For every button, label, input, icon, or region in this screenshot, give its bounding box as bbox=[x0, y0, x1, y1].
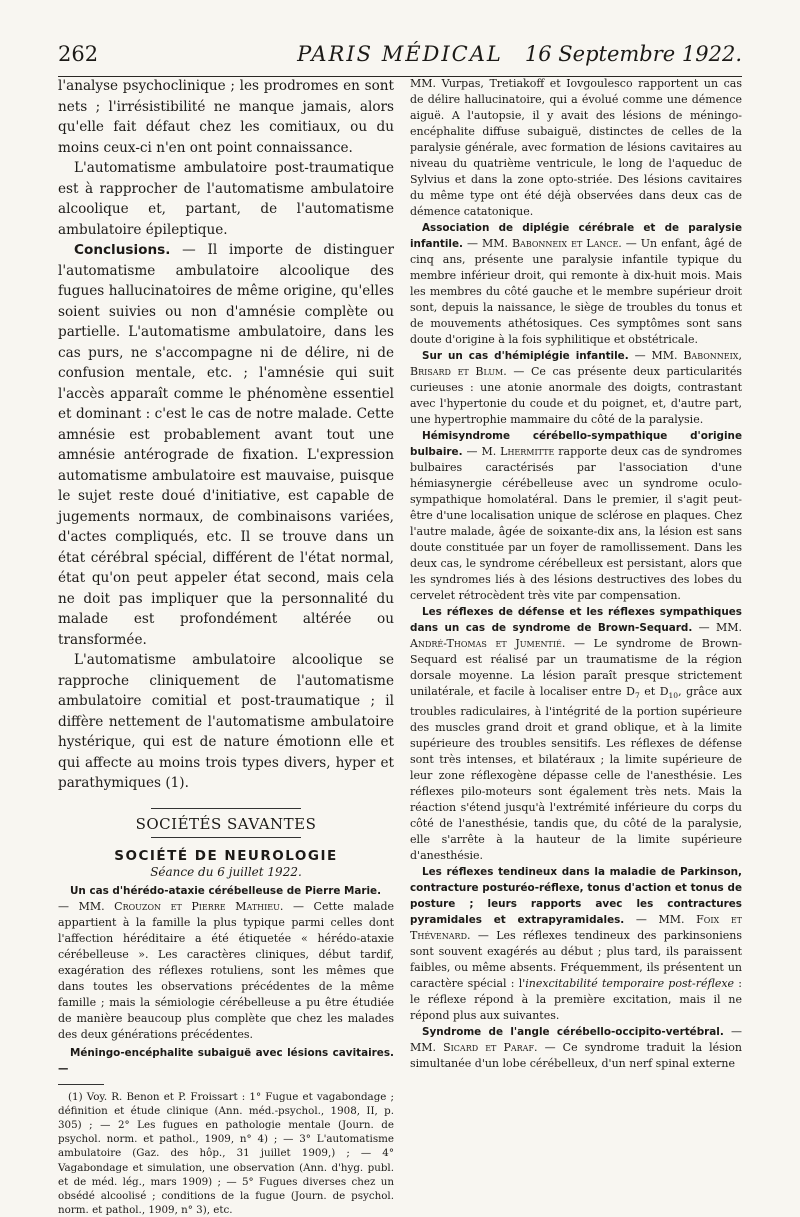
article-entry: Sur un cas d'hémiplégie infantile. — MM. Babonneix, Brisard et Blum. — Ce cas présente deux particularités curieuses : une atonie anormale des doigts, contrastant avec l'hypertonie du coude et du poignet, et, d'autre part, une hypertrophie mammaire du côté de la paralysie. bbox=[410, 348, 742, 428]
article-title: Hémisyndrome cérébello-sympathique d'origine bulbaire. bbox=[410, 430, 742, 458]
article-title: Sur un cas d'hémiplégie infantile. bbox=[422, 350, 629, 362]
conclusions-text: — Il importe de distinguer l'automatisme ambulatoire alcoolique des fugues hallucinatoires de même origine, qu'elles soient suivies ou non d'amnésie complète ou partielle. L'automatisme ambulatoire, dans les cas purs, ne s'accompagne ni de délire, ni de confusion mentale, etc. ; l'amnésie qui suit l'accès apparaît comme le phénomène essentiel et dominant : c'est le cas de notre malade. Cette amnésie est probablement avant tout une amnésie antérograde de fixation. L'expression automatisme ambulatoire est mauvaise, puisque le sujet reste doué d'initiative, est capable de jugements normaux, de combinaisons variées, d'actes compliqués, etc. Il se trouve dans un état cérébral spécial, différent de l'état normal, état qu'on peut appeler état second, mais cela ne doit pas impliquer que la personnalité du malade est profondément altérée ou transformée. bbox=[58, 242, 394, 648]
article-authors: — MM. Babonneix, Brisard et Blum. bbox=[410, 349, 742, 378]
section-divider-bottom bbox=[151, 837, 301, 838]
article-authors: — MM. Foix et Thévenard. bbox=[410, 913, 742, 942]
conclusions-paragraph bbox=[58, 240, 394, 650]
article-body: — MM. Crouzon et Pierre Mathieu. — Cette malade appartient à la famille la plus typique parmi celles dont l'affection héréditaire a été étiquetée « hérédo-ataxie cérébelleuse ». Les caractères cliniques, début tardif, exagération des réflexes rotuliens, sont les mêmes que dans toutes les observations précédentes de la même famille ; mais la sémiologie cérébelleuse a pu être étudiée de manière beaucoup plus complète que chez les malades des deux générations précédentes. bbox=[58, 899, 394, 1043]
article-authors: — M. Lhermitte bbox=[463, 445, 555, 458]
paragraph: l'analyse psychoclinique ; les prodromes en sont nets ; l'irrésistibilité ne manque jamais, alors qu'elle fait défaut chez les comitiaux, ou du moins ceux-ci n'en ont point connaissance. bbox=[58, 76, 394, 158]
article-entry: Association de diplégie cérébrale et de paralysie infantile. — MM. Babonneix et Lance. — Un enfant, âgé de cinq ans, présente une paralysie infantile typique du membre inférieur droit, qui remonte à dix-huit mois. Mais les membres du côté gauche et le membre supérieur droit sont, depuis la naissance, le siège de troubles du tonus et de mouvements athétosiques. Ces symptômes sont sans doute d'origine à la fois syphilitique et obstétricale. bbox=[410, 220, 742, 348]
session-date: Séance du 6 juillet 1922. bbox=[58, 865, 394, 879]
article-title: Syndrome de l'angle cérébello-occipito-vertébral. bbox=[422, 1026, 724, 1038]
article-authors: — MM. Crouzon et Pierre Mathieu. bbox=[58, 900, 283, 913]
article-entry: Les réflexes tendineux dans la maladie de Parkinson, contracture posturéo-réflexe, tonus d'action et tonus de posture ; leurs rapports avec les contractures pyramidales et extrapyramidales. — MM. Foix et Thévenard. — Les réflexes tendineux des parkinsoniens sont souvent exagérés au début ; plus tard, ils paraissent faibles, ou même absents. Fréquemment, ils présentent un caractère spécial : l'inexcitabilité temporaire post-réflexe : le réflexe répond à la première excitation, mais il ne répond plus aux suivantes. bbox=[410, 864, 742, 1024]
conclusions-label: Conclusions. bbox=[74, 242, 170, 258]
article-authors: — MM. Sicard et Paraf. bbox=[410, 1025, 742, 1054]
footnote-divider bbox=[58, 1084, 104, 1085]
article-title: Les réflexes tendineux dans la maladie de Parkinson, contracture posturéo-réflexe, tonus d'action et tonus de posture ; leurs rapports avec les contractures pyramidales et extrapyramidales. bbox=[410, 866, 742, 926]
paragraph: L'automatisme ambulatoire alcoolique se rapproche cliniquement de l'automatisme ambulatoire comitial et post-traumatique ; il diffère nettement de l'automatisme ambulatoire hystérique, qui est de nature émotionn elle et qui affecte au moins trois types divers, hyper et parathymiques (1). bbox=[58, 650, 394, 794]
article-heading: Méningo-encéphalite subaiguë avec lésions cavitaires. — bbox=[58, 1045, 394, 1077]
footnote: (1) Voy. R. Benon et P. Froissart : 1° Fugue et vagabondage ; définition et étude clinique (Ann. méd.-psychol., 1908, II, p. 305) ; — 2° Les fugues en pathologie mentale (Journ. de psychol. norm. et pathol., 1909, n° 4) ; — 3° L'automatisme ambulatoire (Gaz. des hôp., 31 juillet 1909,) ; — 4° Vagabondage et simulation, une observation (Ann. d'hyg. publ. et de méd. lég., mars 1909) ; — 5° Fugues diverses chez un obsédé alcoolisé ; conditions de la fugue (Journ. de psychol. norm. et pathol., 1909, n° 3), etc. bbox=[58, 1090, 394, 1217]
right-column bbox=[410, 76, 742, 1072]
article-title: Association de diplégie cérébrale et de paralysie infantile. bbox=[410, 222, 742, 250]
article-authors: — MM. André-Thomas et Jumentié. bbox=[410, 621, 742, 650]
article-body: MM. Vurpas, Tretiakoff et Iovgoulesco rapportent un cas de délire hallucinatoire, qui a évolué comme une démence aiguë. A l'autopsie, il y avait des lésions de méningo-encéphalite diffuse subaiguë, distinctes de celles de la paralysie générale, avec formation de lésions cavitaires au niveau du quatrième ventricule, le long de l'aqueduc de Sylvius et dans la zone opto-striée. Des lésions cavitaires du même type ont été déjà observées dans deux cas de démence catatonique. bbox=[410, 76, 742, 220]
article-entry: Hémisyndrome cérébello-sympathique d'origine bulbaire. — M. Lhermitte rapporte deux cas de syndromes bulbaires caractérisés par l'association d'une hémiasynergie cérébelleuse avec un syndrome oculo-sympathique homolatéral. Dans le premier, il s'agit peut-être d'une localisation unique de sclérose en plaques. Chez l'autre malade, âgée de soixante-dix ans, la lésion est sans doute constituée par un foyer de ramollissement. Dans les deux cas, le syndrome cérébelleux est persistant, alors que les syndromes liés à des lésions destructives des lobes du cervelet rétrocèdent très vite par compensation. bbox=[410, 428, 742, 604]
left-column bbox=[58, 76, 394, 1217]
running-title: PARIS MÉDICAL bbox=[58, 42, 742, 66]
article-title: Les réflexes de défense et les réflexes sympathiques dans un cas de syndrome de Brown-Sequard. bbox=[410, 606, 742, 634]
page-number: 262 bbox=[58, 42, 98, 66]
article-heading: Un cas d'hérédo-ataxie cérébelleuse de Pierre Marie. bbox=[58, 883, 394, 899]
article-entry: Syndrome de l'angle cérébello-occipito-vertébral. — MM. Sicard et Paraf. — Ce syndrome traduit la lésion simultanée d'un lobe cérébelleux, d'un nerf spinal externe bbox=[410, 1024, 742, 1072]
section-title: SOCIÉTÉS SAVANTES bbox=[58, 815, 394, 833]
society-title: SOCIÉTÉ DE NEUROLOGIE bbox=[58, 848, 394, 864]
article-authors: — MM. Babonneix et Lance. bbox=[463, 237, 622, 250]
paragraph: L'automatisme ambulatoire post-traumatique est à rapprocher de l'automatisme ambulatoire alcoolique et, partant, de l'automatisme ambulatoire épileptique. bbox=[58, 158, 394, 240]
section-divider-top bbox=[151, 808, 301, 809]
issue-date: 16 Septembre 1922. bbox=[525, 42, 742, 66]
article-entry: Les réflexes de défense et les réflexes sympathiques dans un cas de syndrome de Brown-Sequard. — MM. André-Thomas et Jumentié. — Le syndrome de Brown-Sequard est réalisé par un traumatisme de la région dorsale moyenne. La lésion paraît presque strictement unilatérale, et facile à localiser entre $D_7$ et $D_{10}$, grâce aux troubles radiculaires, à l'intégrité de la portion supérieure des muscles grand droit et grand oblique, et à la limite supérieure des troubles sensitifs. Les réflexes de défense sont très intenses, et bilatéraux ; la limite supérieure de leur zone réflexogène dépasse celle de l'anesthésie. Les réflexes pilo-moteurs sont également très nets. Mais la réaction s'étend jusqu'à l'extrémité inférieure du corps du côté de l'anesthésie, tandis que, du côté de la paralysie, elle s'arrête à la hauteur de la limite supérieure d'anesthésie. bbox=[410, 604, 742, 864]
page-header bbox=[58, 38, 742, 77]
